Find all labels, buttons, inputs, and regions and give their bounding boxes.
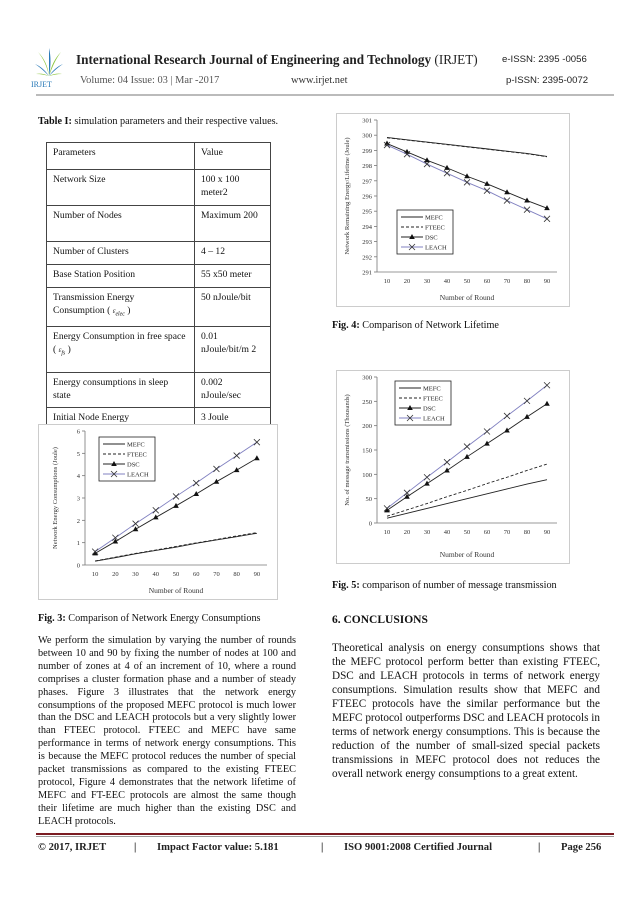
svg-text:70: 70 [213, 571, 220, 578]
svg-text:DSC: DSC [423, 405, 436, 413]
table-row [47, 265, 271, 288]
body-paragraph: We perform the simulation by varying the number of rounds between 10 and 90 by fixing the number of nodes at 100 and number of zones at 4 of an increment of 10, where a round comprises a cluster formation phase and a number of steady phases. Figure 3 illustrates that the network energy consumptions of the proposed MEFC protocol is much lower than the DSC and LEACH protocols but a very slightly lower than FTEEC protocol. FTEEC and MEFC have same performance in terms of network energy consumptions. This is because the MEFC protocol reduces the number of special packet transmissions as compared to the existing FTEEC protocol, Figure 4 demonstrates that the network lifetime of MEFC and FT-EEC protocols are almost the same though their lifetime are much higher than the existing DSC and LEACH protocols. [38, 635, 296, 827]
svg-text:DSC: DSC [127, 461, 140, 469]
svg-text:MEFC: MEFC [425, 214, 443, 222]
svg-text:30: 30 [132, 571, 139, 578]
svg-text:DSC: DSC [425, 234, 438, 242]
symbol: ε [58, 346, 62, 355]
svg-text:293: 293 [362, 239, 372, 247]
figure-caption-text: Comparison of Network Energy Consumptions [65, 613, 261, 624]
svg-text:10: 10 [91, 571, 99, 578]
footer-copyright: © 2017, IRJET [38, 842, 107, 853]
value-cell: 50 nJoule/bit [195, 288, 271, 327]
svg-text:20: 20 [112, 571, 119, 578]
svg-text:80: 80 [233, 571, 240, 578]
svg-text:Number of Round: Number of Round [148, 586, 204, 595]
svg-text:MEFC: MEFC [127, 441, 145, 449]
chart-network-energy-consumption [38, 424, 278, 600]
value-cell: 55 x50 meter [195, 265, 271, 288]
journal-abbrev: (IRJET) [434, 52, 478, 67]
svg-text:30: 30 [423, 278, 431, 285]
chart-message-transmissions [336, 370, 570, 564]
svg-text:10: 10 [383, 529, 391, 536]
logo-text: IRJET [31, 80, 52, 89]
journal-title-text: International Research Journal of Engineering and Technology [76, 52, 432, 67]
subscript: fs [61, 350, 66, 357]
svg-text:20: 20 [403, 278, 411, 285]
svg-text:200: 200 [362, 423, 372, 431]
svg-text:0: 0 [368, 520, 372, 528]
chart-legend [99, 437, 155, 481]
param-text-end: ) [124, 305, 131, 316]
footer-separator: | [134, 842, 137, 853]
svg-text:90: 90 [543, 529, 551, 536]
svg-text:5: 5 [76, 450, 80, 458]
param-cell: Number of Clusters [47, 242, 195, 265]
svg-text:40: 40 [443, 529, 451, 536]
fig3-svg [39, 425, 277, 599]
column-header: Parameters [47, 143, 195, 170]
figure-label: Fig. 4: [332, 320, 360, 331]
figure-caption-3 [38, 613, 261, 624]
table-caption-text: simulation parameters and their respective values. [71, 116, 279, 127]
footer-certification: ISO 9001:2008 Certified Journal [344, 842, 493, 853]
svg-text:250: 250 [362, 398, 372, 406]
svg-text:FTEEC: FTEEC [425, 224, 445, 232]
param-text-end: ) [65, 344, 71, 356]
volume-issue: Volume: 04 Issue: 03 | Mar -2017 [80, 75, 220, 86]
subscript: elec [115, 311, 125, 318]
table-row [47, 373, 271, 408]
table-row [47, 206, 271, 242]
svg-text:60: 60 [192, 571, 200, 578]
svg-text:6: 6 [76, 428, 80, 436]
figure-label: Fig. 3: [38, 613, 66, 624]
table-row [47, 327, 271, 373]
svg-text:4: 4 [76, 473, 80, 481]
svg-text:70: 70 [503, 278, 511, 285]
svg-text:FTEEC: FTEEC [423, 395, 443, 403]
e-issn: e-ISSN: 2395 -0056 [502, 54, 587, 65]
footer-page-number: Page 256 [561, 842, 602, 853]
table-row [47, 242, 271, 265]
table-row [47, 288, 271, 327]
value-cell: 100 x 100 meter2 [195, 170, 271, 206]
param-text: Transmission Energy Consumption ( [53, 292, 135, 316]
journal-logo [31, 46, 64, 92]
chart-network-lifetime [336, 113, 570, 307]
svg-text:300: 300 [362, 374, 372, 382]
svg-text:296: 296 [362, 193, 372, 201]
footer-divider-thin [36, 836, 614, 837]
svg-text:90: 90 [543, 278, 551, 285]
svg-text:40: 40 [443, 278, 451, 285]
svg-text:20: 20 [403, 529, 411, 536]
footer-impact-factor: Impact Factor value: 5.181 [157, 842, 279, 853]
svg-text:60: 60 [483, 278, 491, 285]
figure-caption-text: Comparison of Network Lifetime [359, 320, 499, 331]
svg-text:60: 60 [483, 529, 491, 536]
svg-text:300: 300 [362, 132, 372, 140]
table-row [47, 170, 271, 206]
header-divider [36, 94, 614, 96]
svg-text:50: 50 [463, 278, 471, 285]
svg-text:80: 80 [523, 529, 531, 536]
svg-text:LEACH: LEACH [425, 244, 447, 252]
svg-text:40: 40 [152, 571, 160, 578]
svg-text:50: 50 [463, 529, 471, 536]
param-cell [47, 288, 195, 327]
column-header: Value [195, 143, 271, 170]
p-issn: p-ISSN: 2395-0072 [506, 75, 589, 86]
svg-text:0: 0 [76, 562, 80, 570]
footer-divider [36, 833, 614, 835]
svg-text:1: 1 [76, 540, 80, 548]
svg-text:No. of message transmissions (: No. of message transmissions (Thousands) [344, 394, 351, 506]
svg-text:150: 150 [362, 447, 372, 455]
param-cell: Energy consumptions in sleep state [47, 373, 195, 408]
svg-text:50: 50 [365, 496, 372, 504]
svg-text:294: 294 [362, 223, 372, 231]
param-cell: Initial Node Energy [47, 408, 195, 432]
svg-text:Network Remaining Energy/Lifet: Network Remaining Energy/Lifetime (Joule) [344, 137, 351, 255]
svg-text:100: 100 [362, 471, 372, 479]
svg-text:50: 50 [172, 571, 180, 578]
value-cell: 0.01 nJoule/bit/m 2 [195, 327, 271, 373]
journal-title [76, 52, 478, 68]
svg-text:2: 2 [76, 517, 80, 525]
epsilon-symbol [112, 307, 125, 318]
svg-text:Network Energy Consumptions (J: Network Energy Consumptions (Joule) [52, 447, 59, 549]
param-cell: Network Size [47, 170, 195, 206]
svg-text:297: 297 [362, 178, 372, 186]
journal-website-link[interactable]: www.irjet.net [291, 75, 348, 86]
param-text: Energy Consumption in free space ( [53, 331, 186, 356]
table-caption-label: Table I: [38, 116, 72, 127]
svg-text:292: 292 [362, 254, 372, 262]
fig4-svg [337, 114, 569, 306]
svg-text:298: 298 [362, 163, 372, 171]
svg-text:Number of Round: Number of Round [439, 550, 495, 559]
svg-text:Number of Round: Number of Round [439, 293, 495, 302]
table-header-row [47, 143, 271, 170]
param-cell [47, 327, 195, 373]
svg-text:299: 299 [362, 147, 372, 155]
svg-text:90: 90 [253, 571, 261, 578]
svg-text:30: 30 [423, 529, 431, 536]
figure-caption-text: comparison of number of message transmission [359, 580, 557, 591]
svg-text:FTEEC: FTEEC [127, 451, 147, 459]
figure-caption-4 [332, 320, 499, 331]
svg-text:3: 3 [76, 495, 80, 503]
svg-text:80: 80 [523, 278, 531, 285]
simulation-parameters-table [46, 142, 271, 432]
symbol: ε [112, 307, 116, 315]
value-cell: 4 – 12 [195, 242, 271, 265]
footer-separator: | [321, 842, 324, 853]
svg-text:70: 70 [503, 529, 511, 536]
svg-text:10: 10 [383, 278, 391, 285]
section-heading-conclusions: 6. CONCLUSIONS [332, 614, 428, 626]
figure-caption-5 [332, 580, 557, 591]
svg-text:295: 295 [362, 208, 372, 216]
svg-text:LEACH: LEACH [127, 471, 149, 479]
table-caption [38, 115, 298, 129]
value-cell: 3 Joule [195, 408, 271, 432]
chart-legend [395, 381, 451, 425]
conclusions-paragraph: Theoretical analysis on energy consumptions shows that the MEFC protocol perform better than existing FTEEC, DSC and LEACH protocols in terms of network energy consumptions. Simulation results show that MEFC and FTEEC protocols have the similar performance but the MEFC protocol outperforms DSC and LEACH protocols in terms of network energy consumptions. This is because the reduction of the number of small-sized special packets transmissions in MEFC protocol does not reduces the overall network energy consumptions to a great extent. [332, 642, 600, 780]
svg-text:301: 301 [362, 117, 372, 125]
fig5-svg [337, 371, 569, 563]
figure-label: Fig. 5: [332, 580, 360, 591]
svg-text:MEFC: MEFC [423, 385, 441, 393]
value-cell: Maximum 200 [195, 206, 271, 242]
param-cell: Number of Nodes [47, 206, 195, 242]
value-cell: 0.002 nJoule/sec [195, 373, 271, 408]
svg-text:291: 291 [362, 269, 372, 277]
chart-legend [397, 210, 453, 254]
svg-text:LEACH: LEACH [423, 415, 445, 423]
param-cell: Base Station Position [47, 265, 195, 288]
footer-separator: | [538, 842, 541, 853]
